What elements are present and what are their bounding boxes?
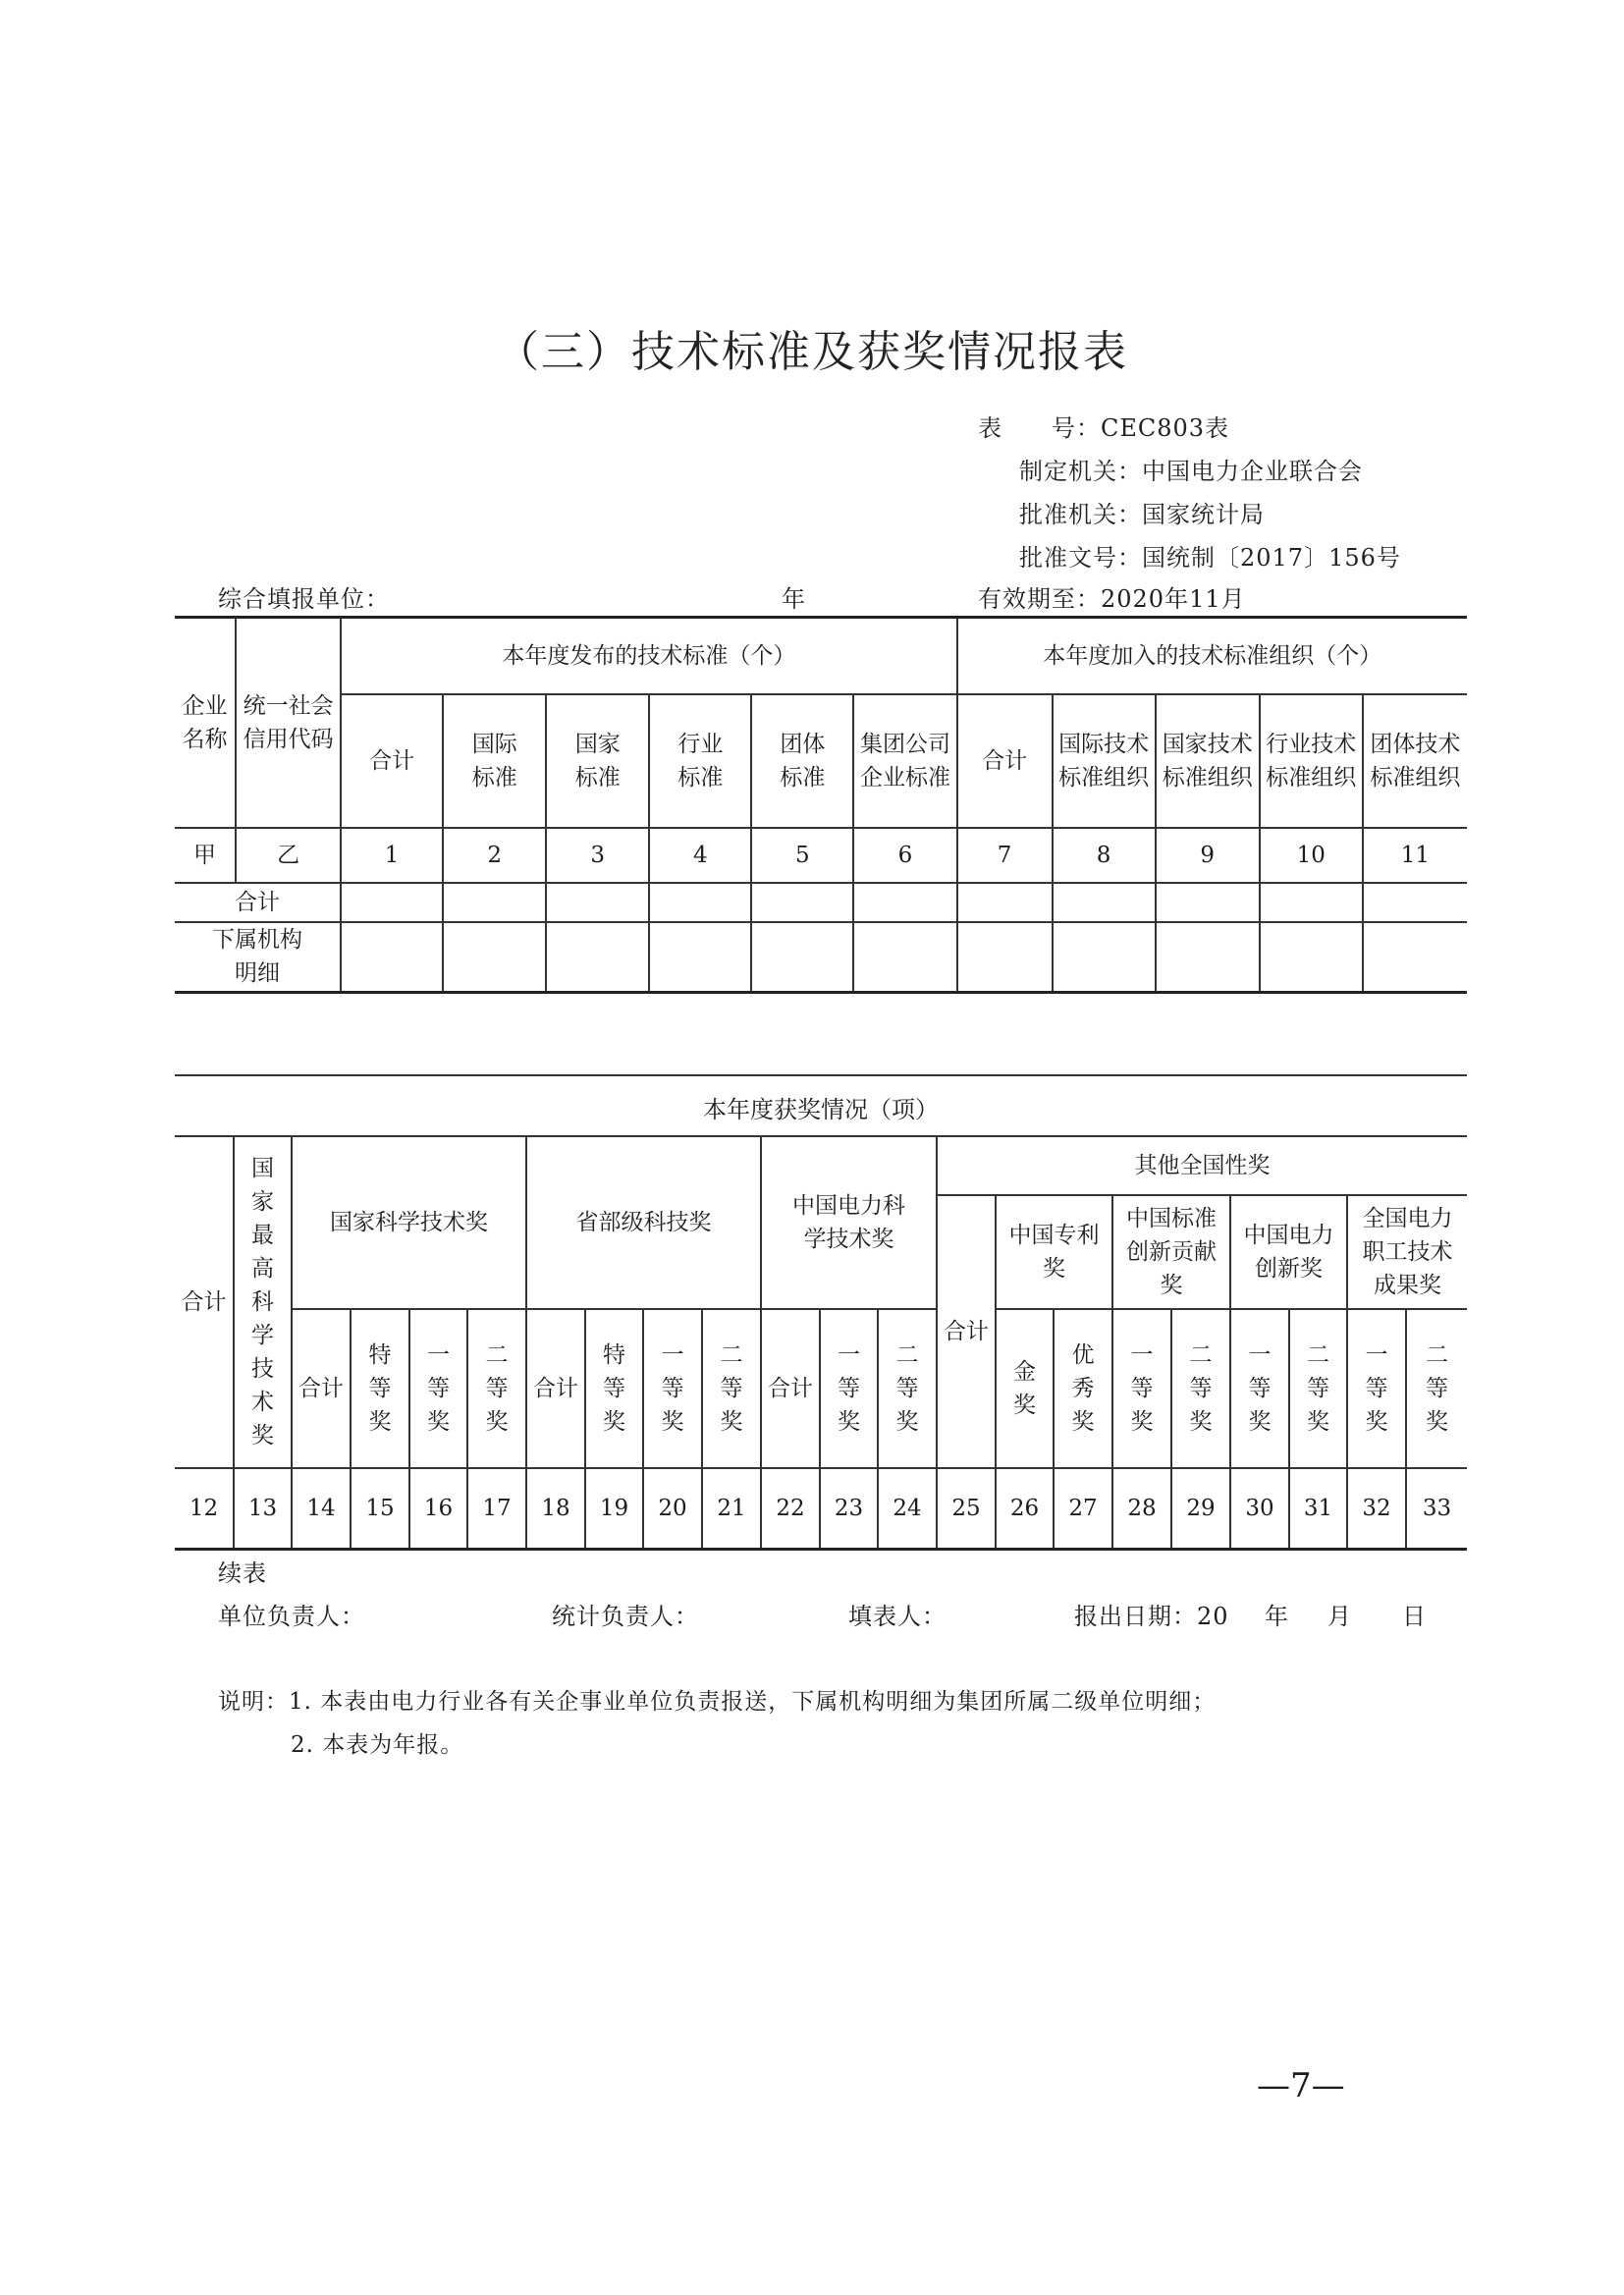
std-col-total: 合计: [341, 694, 443, 828]
empty-cell[interactable]: [443, 922, 546, 993]
empty-cell[interactable]: [1363, 922, 1467, 993]
std-col-group: 团体标准: [751, 694, 853, 828]
sub-head: 一等奖: [820, 1309, 878, 1468]
sub-head: 特等奖: [351, 1309, 409, 1468]
sub-head: 二等奖: [1406, 1309, 1467, 1468]
enterprise-name-header: 企业名称: [175, 618, 236, 828]
sub-head: 特等奖: [585, 1309, 643, 1468]
valid-until: 有效期至：2020年11月: [978, 585, 1246, 613]
page-title: （三）技术标准及获奖情况报表: [496, 327, 1128, 377]
standard-innov-header: 中国标准创新贡献奖: [1112, 1195, 1230, 1309]
code-cell: 6: [853, 828, 956, 883]
form-number: 表 号：CEC803表: [978, 414, 1230, 442]
top-award-header: 国家最高科学技术奖: [234, 1136, 292, 1468]
sub-head: 一等奖: [643, 1309, 702, 1468]
other-national-header: 其他全国性奖: [937, 1136, 1467, 1195]
issuing-authority: 制定机关：中国电力企业联合会: [1019, 458, 1363, 485]
std-col-national: 国家标准: [546, 694, 649, 828]
empty-cell[interactable]: [1156, 883, 1260, 922]
note-1: 说明：1. 本表由电力行业各有关企事业单位负责报送，下属机构明细为集团所属二级单位明细；: [218, 1689, 1217, 1715]
sub-head: 合计: [526, 1309, 585, 1468]
code-cell: 9: [1156, 828, 1260, 883]
sub-head: 金奖: [996, 1309, 1054, 1468]
page-number: —7—: [1257, 2066, 1345, 2105]
empty-cell[interactable]: [1260, 922, 1363, 993]
code-cell: 3: [546, 828, 649, 883]
code-cell: 17: [467, 1468, 526, 1549]
code-cell: 5: [751, 828, 853, 883]
empty-cell[interactable]: [546, 922, 649, 993]
table-row: [175, 1468, 1467, 1549]
empty-cell[interactable]: [1363, 883, 1467, 922]
code-cell: 30: [1230, 1468, 1289, 1549]
code-cell: 13: [234, 1468, 292, 1549]
empty-cell[interactable]: [1053, 922, 1156, 993]
org-col-national: 国家技术标准组织: [1156, 694, 1260, 828]
code-cell: 乙: [236, 828, 341, 883]
code-cell: 28: [1112, 1468, 1171, 1549]
code-cell: 33: [1406, 1468, 1467, 1549]
joined-orgs-header: 本年度加入的技术标准组织（个）: [957, 618, 1467, 694]
awards-table: [175, 1135, 1467, 1551]
code-cell: 32: [1347, 1468, 1406, 1549]
empty-cell[interactable]: [546, 883, 649, 922]
provincial-header: 省部级科技奖: [526, 1136, 761, 1309]
sub-head: 一等奖: [1112, 1309, 1171, 1468]
empty-cell[interactable]: [341, 883, 443, 922]
code-cell: 29: [1171, 1468, 1230, 1549]
awards-heading: 本年度获奖情况（项）: [703, 1096, 939, 1123]
code-cell: 11: [1363, 828, 1467, 883]
other-total-header: 合计: [937, 1195, 996, 1468]
sub-head: 一等奖: [409, 1309, 467, 1468]
sub-head: 二等奖: [702, 1309, 761, 1468]
stat-head-label: 统计负责人：: [552, 1603, 699, 1630]
report-date-label: 报出日期：20: [1074, 1603, 1229, 1630]
code-cell: 16: [409, 1468, 467, 1549]
code-cell: 25: [937, 1468, 996, 1549]
code-cell: 27: [1054, 1468, 1112, 1549]
empty-cell[interactable]: [751, 883, 853, 922]
code-cell: 15: [351, 1468, 409, 1549]
code-cell: 甲: [175, 828, 236, 883]
empty-cell[interactable]: [649, 883, 751, 922]
code-cell: 12: [175, 1468, 234, 1549]
empty-cell[interactable]: [957, 922, 1053, 993]
code-cell: 22: [761, 1468, 820, 1549]
note-2: 2. 本表为年报。: [291, 1732, 464, 1758]
empty-cell[interactable]: [751, 922, 853, 993]
sub-head: 一等奖: [1230, 1309, 1289, 1468]
sub-head: 优秀奖: [1054, 1309, 1112, 1468]
sub-head: 二等奖: [878, 1309, 937, 1468]
empty-cell[interactable]: [1260, 883, 1363, 922]
empty-cell[interactable]: [1156, 922, 1260, 993]
empty-cell[interactable]: [853, 922, 956, 993]
power-innov-header: 中国电力创新奖: [1230, 1195, 1347, 1309]
org-col-industry: 行业技术标准组织: [1260, 694, 1363, 828]
code-cell: 2: [443, 828, 546, 883]
empty-cell[interactable]: [443, 883, 546, 922]
empty-cell[interactable]: [341, 922, 443, 993]
standards-table: [175, 616, 1467, 994]
code-cell: 8: [1053, 828, 1156, 883]
report-day-label: 日: [1402, 1603, 1427, 1630]
empty-cell[interactable]: [853, 883, 956, 922]
std-col-enterprise: 集团公司企业标准: [853, 694, 956, 828]
code-cell: 21: [702, 1468, 761, 1549]
empty-cell[interactable]: [649, 922, 751, 993]
divider: [175, 1074, 1467, 1076]
code-cell: 18: [526, 1468, 585, 1549]
row-sub-label: 下属机构明细: [175, 922, 341, 993]
awards-total-header: 合计: [175, 1136, 234, 1468]
approving-authority: 批准机关：国家统计局: [1019, 501, 1265, 528]
national-sci-header: 国家科学技术奖: [292, 1136, 526, 1309]
code-cell: 26: [996, 1468, 1054, 1549]
sub-head: 合计: [761, 1309, 820, 1468]
power-sci-header: 中国电力科学技术奖: [761, 1136, 937, 1309]
row-total-label: 合计: [175, 883, 341, 922]
sub-head: 二等奖: [1171, 1309, 1230, 1468]
filler-label: 填表人：: [848, 1603, 947, 1630]
org-col-total: 合计: [957, 694, 1053, 828]
empty-cell[interactable]: [957, 883, 1053, 922]
year-label: 年: [782, 585, 806, 613]
table-row: [175, 828, 1467, 883]
report-month-label: 月: [1327, 1603, 1352, 1630]
code-cell: 1: [341, 828, 443, 883]
sub-head: 二等奖: [1289, 1309, 1347, 1468]
table-row: [175, 883, 1467, 922]
org-col-international: 国际技术标准组织: [1053, 694, 1156, 828]
patent-header: 中国专利奖: [996, 1195, 1112, 1309]
sub-head: 二等奖: [467, 1309, 526, 1468]
continued-label: 续表: [218, 1559, 267, 1587]
org-col-group: 团体技术标准组织: [1363, 694, 1467, 828]
code-cell: 14: [292, 1468, 351, 1549]
credit-code-header: 统一社会信用代码: [236, 618, 341, 828]
published-standards-header: 本年度发布的技术标准（个）: [341, 618, 956, 694]
code-cell: 7: [957, 828, 1053, 883]
std-col-international: 国际标准: [443, 694, 546, 828]
code-cell: 20: [643, 1468, 702, 1549]
std-col-industry: 行业标准: [649, 694, 751, 828]
code-cell: 24: [878, 1468, 937, 1549]
code-cell: 31: [1289, 1468, 1347, 1549]
approval-document: 批准文号：国统制〔2017〕156号: [1019, 544, 1401, 572]
table-row: [175, 922, 1467, 993]
filing-unit-label: 综合填报单位：: [218, 585, 390, 613]
worker-tech-header: 全国电力职工技术成果奖: [1347, 1195, 1467, 1309]
code-cell: 19: [585, 1468, 643, 1549]
report-year-label: 年: [1265, 1603, 1289, 1630]
code-cell: 10: [1260, 828, 1363, 883]
code-cell: 23: [820, 1468, 878, 1549]
sub-head: 一等奖: [1347, 1309, 1406, 1468]
code-cell: 4: [649, 828, 751, 883]
empty-cell[interactable]: [1053, 883, 1156, 922]
unit-head-label: 单位负责人：: [218, 1603, 365, 1630]
sub-head: 合计: [292, 1309, 351, 1468]
